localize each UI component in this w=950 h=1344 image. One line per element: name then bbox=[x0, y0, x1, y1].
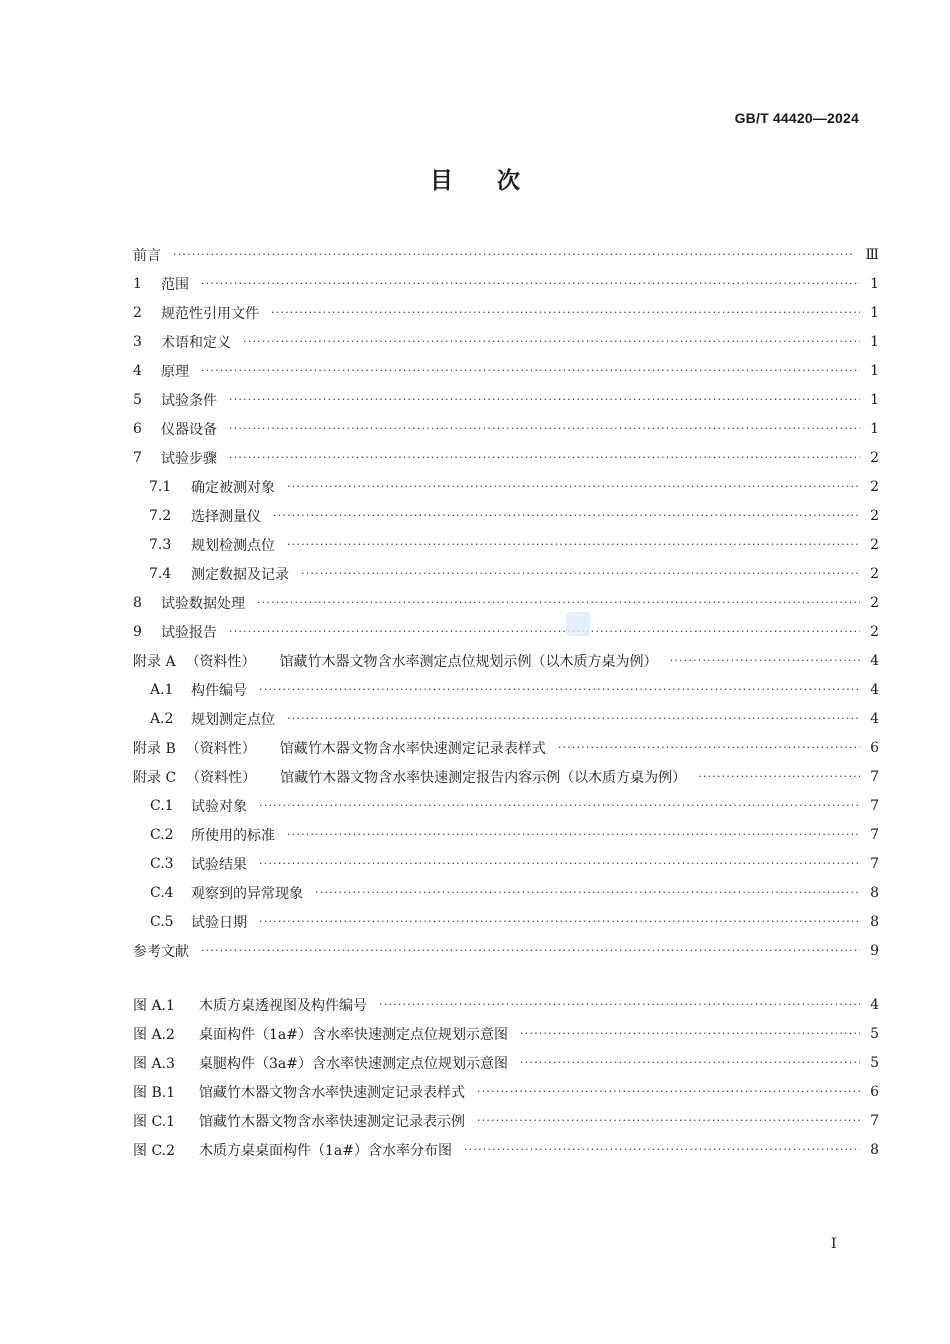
watermark-icon bbox=[566, 612, 590, 636]
toc-entry-label: 试验对象 bbox=[191, 798, 247, 815]
appendix-type: （资料性） bbox=[185, 740, 256, 757]
figure-label: 桌腿构件（3a#）含水率快速测定点位规划示意图 bbox=[199, 1055, 508, 1072]
dot-leader bbox=[259, 799, 860, 813]
dot-leader bbox=[520, 1027, 860, 1041]
toc-entry-number: 附录 A bbox=[133, 653, 176, 670]
toc-subentry[interactable] bbox=[133, 907, 879, 936]
toc-entry-appendix-c[interactable] bbox=[133, 762, 879, 791]
toc-entry-page: Ⅲ bbox=[865, 246, 879, 263]
toc-entry-number: 附录 C bbox=[133, 769, 177, 786]
dot-leader bbox=[229, 393, 860, 407]
toc-entry-principle[interactable] bbox=[133, 356, 879, 385]
toc-entry-label: 观察到的异常现象 bbox=[191, 885, 303, 902]
toc-entry-label: 试验步骤 bbox=[161, 450, 217, 467]
figure-number: 图 A.3 bbox=[133, 1055, 175, 1072]
toc-entry-number: C.3 bbox=[150, 855, 174, 872]
dot-leader bbox=[259, 857, 860, 871]
page-number: I bbox=[831, 1236, 837, 1252]
toc-entry-page: 1 bbox=[870, 333, 879, 350]
dot-leader bbox=[287, 480, 860, 494]
toc-entry-page: 2 bbox=[870, 536, 879, 553]
toc-entry-appendix-b[interactable] bbox=[133, 733, 879, 762]
dot-leader bbox=[520, 1056, 860, 1070]
appendix-type: （资料性） bbox=[185, 653, 256, 670]
toc-subentry[interactable] bbox=[133, 501, 879, 530]
toc-entry-page: 6 bbox=[870, 739, 879, 756]
dot-leader bbox=[259, 683, 860, 697]
toc-entry-page: 2 bbox=[870, 478, 879, 495]
figure-entry[interactable] bbox=[133, 1077, 879, 1106]
toc-entry-number: 7.2 bbox=[149, 507, 172, 524]
figure-page: 8 bbox=[870, 1141, 879, 1158]
toc-entry-page: 1 bbox=[870, 275, 879, 292]
toc-entry-apparatus[interactable] bbox=[133, 414, 879, 443]
toc-entry-number: C.5 bbox=[150, 913, 174, 930]
list-of-figures bbox=[133, 990, 879, 1164]
dot-leader bbox=[287, 828, 860, 842]
toc-entry-page: 4 bbox=[870, 652, 879, 669]
toc-entry-page: 9 bbox=[870, 942, 879, 959]
dot-leader bbox=[229, 625, 860, 639]
dot-leader bbox=[670, 654, 861, 668]
dot-leader bbox=[271, 306, 860, 320]
toc-entry-label: 试验报告 bbox=[161, 624, 217, 641]
toc-entry-page: 4 bbox=[870, 710, 879, 727]
toc-entry-label: 前言 bbox=[133, 247, 161, 264]
toc-entry-label: 测定数据及记录 bbox=[191, 566, 289, 583]
toc-subentry[interactable] bbox=[133, 878, 879, 907]
dot-leader bbox=[477, 1114, 860, 1128]
toc-entry-number: C.4 bbox=[150, 884, 174, 901]
toc-entry-label: 试验结果 bbox=[191, 856, 247, 873]
figure-page: 6 bbox=[870, 1083, 879, 1100]
toc-entry-terms[interactable] bbox=[133, 327, 879, 356]
figure-number: 图 C.1 bbox=[133, 1113, 176, 1130]
toc-entry-number: 附录 B bbox=[133, 740, 176, 757]
dot-leader bbox=[464, 1143, 860, 1157]
toc-entry-test-procedure[interactable] bbox=[133, 443, 879, 472]
toc-entry-number: 7.3 bbox=[149, 536, 172, 553]
toc-entry-number: 7.4 bbox=[149, 565, 172, 582]
toc-entry-label: 原理 bbox=[161, 363, 189, 380]
toc-entry-number: 8 bbox=[133, 594, 142, 611]
figure-entry[interactable] bbox=[133, 1106, 879, 1135]
appendix-type: （资料性） bbox=[186, 769, 257, 786]
toc-entry-number: 7.1 bbox=[149, 478, 172, 495]
toc-entry-number: 4 bbox=[133, 362, 142, 379]
dot-leader bbox=[477, 1085, 860, 1099]
toc-entry-label: 仪器设备 bbox=[161, 421, 217, 438]
toc-entry-page: 2 bbox=[870, 449, 879, 466]
dot-leader bbox=[315, 886, 860, 900]
dot-leader bbox=[287, 712, 860, 726]
toc-subentry[interactable] bbox=[133, 472, 879, 501]
toc-entry-number: 3 bbox=[133, 333, 142, 350]
toc-subentry[interactable] bbox=[133, 704, 879, 733]
toc-entry-page: 7 bbox=[870, 768, 879, 785]
toc-entry-page: 8 bbox=[870, 884, 879, 901]
dot-leader bbox=[243, 335, 860, 349]
toc-entry-page: 2 bbox=[870, 565, 879, 582]
figure-number: 图 A.2 bbox=[133, 1026, 175, 1043]
standard-code: GB/T 44420—2024 bbox=[734, 110, 859, 126]
figure-label: 馆藏竹木器文物含水率快速测定记录表样式 bbox=[199, 1084, 465, 1101]
dot-leader bbox=[301, 567, 860, 581]
toc-subentry[interactable] bbox=[133, 791, 879, 820]
figure-number: 图 B.1 bbox=[133, 1084, 176, 1101]
toc-entry-label: 规范性引用文件 bbox=[161, 305, 259, 322]
toc-entry-normative-references[interactable] bbox=[133, 298, 879, 327]
dot-leader bbox=[558, 741, 860, 755]
toc-entry-label: 术语和定义 bbox=[161, 334, 231, 351]
toc-entry-number: 6 bbox=[133, 420, 142, 437]
toc-entry-label: 确定被测对象 bbox=[191, 479, 275, 496]
page-title: 目次 bbox=[430, 168, 564, 194]
toc-subentry[interactable] bbox=[133, 675, 879, 704]
toc-entry-scope[interactable] bbox=[133, 269, 879, 298]
figure-label: 木质方桌透视图及构件编号 bbox=[199, 997, 367, 1014]
dot-leader bbox=[229, 451, 860, 465]
toc-entry-test-report[interactable] bbox=[133, 617, 879, 646]
dot-leader bbox=[201, 944, 860, 958]
toc-subentry[interactable] bbox=[133, 849, 879, 878]
figure-label: 桌面构件（1a#）含水率快速测定点位规划示意图 bbox=[199, 1026, 508, 1043]
toc-subentry[interactable] bbox=[133, 559, 879, 588]
dot-leader bbox=[287, 538, 860, 552]
toc-entry-number: C.1 bbox=[150, 797, 174, 814]
toc-entry-label: 范围 bbox=[161, 276, 189, 293]
toc-entry-page: 1 bbox=[870, 391, 879, 408]
dot-leader bbox=[173, 248, 855, 262]
toc-entry-number: 9 bbox=[133, 623, 142, 640]
toc-entry-data-processing[interactable] bbox=[133, 588, 879, 617]
figure-number: 图 A.1 bbox=[133, 997, 175, 1014]
figure-page: 4 bbox=[870, 996, 879, 1013]
dot-leader bbox=[201, 364, 860, 378]
toc-entry-number: 1 bbox=[133, 275, 142, 292]
dot-leader bbox=[259, 915, 860, 929]
figure-entry[interactable] bbox=[133, 1048, 879, 1077]
toc-entry-label: 馆藏竹木器文物含水率测定点位规划示例（以木质方桌为例） bbox=[279, 653, 658, 670]
toc-entry-page: 1 bbox=[870, 362, 879, 379]
toc-entry-page: 2 bbox=[870, 623, 879, 640]
dot-leader bbox=[201, 277, 860, 291]
toc-entry-page: 7 bbox=[870, 855, 879, 872]
toc-entry-label: 规划检测点位 bbox=[191, 537, 275, 554]
toc-entry-number: A.2 bbox=[150, 710, 174, 727]
dot-leader bbox=[229, 422, 860, 436]
figure-entry[interactable] bbox=[133, 1135, 879, 1164]
toc-entry-page: 7 bbox=[870, 826, 879, 843]
toc-entry-number: 7 bbox=[133, 449, 142, 466]
toc-entry-label: 试验日期 bbox=[191, 914, 247, 931]
figure-entry[interactable] bbox=[133, 990, 879, 1019]
toc-entry-label: 馆藏竹木器文物含水率快速测定报告内容示例（以木质方桌为例） bbox=[280, 769, 687, 786]
toc-entry-page: 7 bbox=[870, 797, 879, 814]
toc-entry-page: 1 bbox=[870, 304, 879, 321]
toc-subentry[interactable] bbox=[133, 820, 879, 849]
figure-label: 木质方桌桌面构件（1a#）含水率分布图 bbox=[199, 1142, 452, 1159]
dot-leader bbox=[698, 770, 860, 784]
toc-entry-test-conditions[interactable] bbox=[133, 385, 879, 414]
toc-entry-label: 所使用的标准 bbox=[191, 827, 275, 844]
figure-entry[interactable] bbox=[133, 1019, 879, 1048]
figure-label: 馆藏竹木器文物含水率快速测定记录表示例 bbox=[199, 1113, 465, 1130]
toc-entry-label: 构件编号 bbox=[191, 682, 247, 699]
toc-subentry[interactable] bbox=[133, 530, 879, 559]
toc-entry-number: A.1 bbox=[150, 681, 174, 698]
figure-page: 7 bbox=[870, 1112, 879, 1129]
toc-entry-page: 2 bbox=[870, 507, 879, 524]
toc-entry-label: 试验条件 bbox=[161, 392, 217, 409]
figure-page: 5 bbox=[870, 1054, 879, 1071]
toc-entry-foreword[interactable] bbox=[133, 240, 879, 269]
dot-leader bbox=[273, 509, 860, 523]
toc-entry-bibliography[interactable] bbox=[133, 936, 879, 965]
toc-entry-page: 4 bbox=[870, 681, 879, 698]
toc-entry-label: 试验数据处理 bbox=[161, 595, 245, 612]
dot-leader bbox=[257, 596, 860, 610]
toc-entry-label: 规划测定点位 bbox=[191, 711, 275, 728]
table-of-contents bbox=[133, 240, 879, 965]
toc-entry-number: 2 bbox=[133, 304, 142, 321]
toc-entry-label: 选择测量仪 bbox=[191, 508, 261, 525]
toc-entry-number: 5 bbox=[133, 391, 142, 408]
toc-entry-number: C.2 bbox=[150, 826, 174, 843]
toc-entry-page: 8 bbox=[870, 913, 879, 930]
dot-leader bbox=[379, 998, 860, 1012]
figure-number: 图 C.2 bbox=[133, 1142, 176, 1159]
toc-entry-page: 1 bbox=[870, 420, 879, 437]
toc-entry-appendix-a[interactable] bbox=[133, 646, 879, 675]
toc-entry-page: 2 bbox=[870, 594, 879, 611]
figure-page: 5 bbox=[870, 1025, 879, 1042]
toc-entry-label: 馆藏竹木器文物含水率快速测定记录表样式 bbox=[279, 740, 546, 757]
toc-entry-label: 参考文献 bbox=[133, 943, 189, 960]
